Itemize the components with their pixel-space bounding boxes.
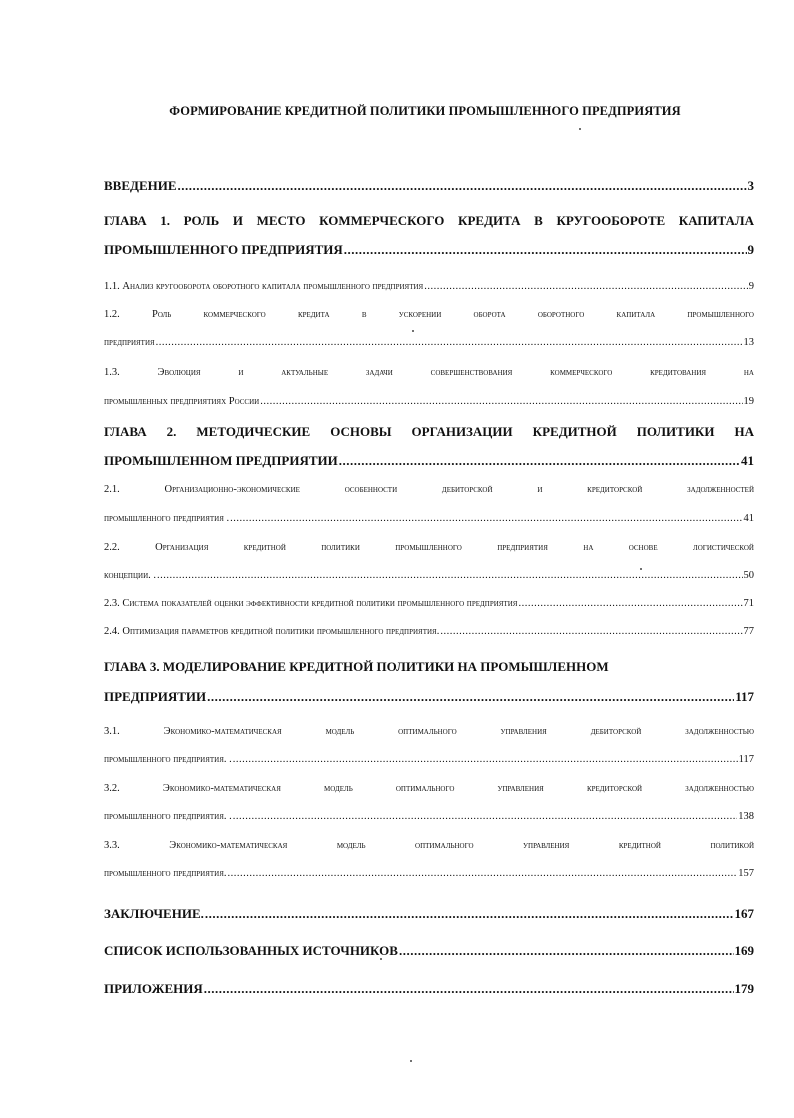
toc-entry-3-2: [104, 811, 754, 822]
toc-page-number: 3: [747, 178, 754, 193]
leader-dots: [518, 598, 742, 609]
leader-dots: [399, 943, 734, 959]
toc-entry-3-1-line1: 3.1. Экономико-математическая модель оптимального управления дебиторской задолженностью: [104, 726, 754, 737]
toc-label: ПРИЛОЖЕНИЯ: [104, 981, 203, 996]
toc-page-number: 138: [738, 811, 754, 822]
toc-entry-2-1: [104, 513, 754, 524]
toc-label: 2.3. Система показателей оценки эффективности кредитной политики промышленного предприятия: [104, 598, 518, 609]
toc-entry-3-3-line1: 3.3. Экономико-математическая модель оптимального управления кредитной политикой: [104, 840, 754, 851]
scan-speck: [640, 568, 642, 570]
toc-page-number: 117: [738, 754, 754, 765]
toc-page-number: 117: [735, 689, 754, 704]
leader-dots: [230, 513, 742, 524]
leader-dots: [228, 868, 738, 879]
toc-label: промышленного предприятия .: [104, 513, 230, 524]
toc-label: ЗАКЛЮЧЕНИЕ.: [104, 906, 204, 921]
chapter-3-heading-line1: [104, 659, 754, 675]
toc-label: промышленного предприятия. .: [104, 754, 232, 765]
chapter-2-heading-line1: ГЛАВА 2. МЕТОДИЧЕСКИЕ ОСНОВЫ ОРГАНИЗАЦИИ КРЕДИТНОЙ ПОЛИТИКИ НА: [104, 424, 754, 439]
toc-entry-sources: [104, 943, 754, 959]
toc-label: ВВЕДЕНИЕ: [104, 178, 177, 193]
toc-page-number: 157: [738, 868, 754, 879]
toc-page-number: 77: [743, 626, 754, 637]
leader-dots: [344, 242, 747, 258]
toc-page-number: 19: [743, 396, 754, 407]
leader-dots: [156, 337, 743, 348]
leader-dots: [440, 626, 742, 637]
toc-entry-3-3: [104, 868, 754, 879]
toc-entry-intro: [104, 178, 754, 194]
toc-entry-1-1: [104, 281, 754, 292]
leader-dots: [424, 281, 748, 292]
leader-dots: [207, 689, 734, 705]
leader-dots: [233, 754, 738, 765]
toc-label: СПИСОК ИСПОЛЬЗОВАННЫХ ИСТОЧНИКОВ: [104, 943, 398, 958]
toc-page-number: 9: [747, 242, 754, 257]
toc-page-number: 167: [734, 906, 754, 921]
toc-page-number: 41: [743, 513, 754, 524]
toc-entry-2-1-line1: 2.1. Организационно-экономические особенности дебиторской и кредиторской задолженностей: [104, 484, 754, 495]
leader-dots: [260, 396, 742, 407]
toc-label: концепции. .: [104, 570, 157, 581]
toc-page-number: 41: [741, 453, 754, 468]
leader-dots: [233, 811, 737, 822]
leader-dots: [339, 453, 740, 469]
toc-entry-appendix: [104, 981, 754, 997]
toc-entry-3-1: [104, 754, 754, 765]
toc-entry-1-2: [104, 337, 754, 348]
toc-entry-1-3: [104, 396, 754, 407]
toc-label: ПРОМЫШЛЕННОГО ПРЕДПРИЯТИЯ: [104, 242, 343, 257]
toc-entry-chapter-1: [104, 242, 754, 258]
toc-entry-3-2-line1: 3.2. Экономико-математическая модель оптимального управления кредиторской задолженностью: [104, 783, 754, 794]
toc-entry-2-3: [104, 598, 754, 609]
toc-label: 2.4. Оптимизация параметров кредитной политики промышленного предприятия.: [104, 626, 440, 637]
leader-dots: [178, 178, 747, 194]
toc-entry-conclusion: [104, 906, 754, 922]
leader-dots: [205, 906, 734, 922]
toc-entry-1-2-line1: 1.2. Роль коммерческого кредита в ускорении оборота оборотного капитала промышленного: [104, 309, 754, 320]
toc-label: ПРЕДПРИЯТИИ: [104, 689, 207, 704]
toc-page-number: 9: [748, 281, 754, 292]
toc-page-number: 13: [743, 337, 754, 348]
toc-entry-2-4: [104, 626, 754, 637]
toc-label: промышленных предприятиях России: [104, 396, 260, 407]
scan-speck: [380, 958, 382, 960]
toc-page-number: 71: [743, 598, 754, 609]
toc-page-number: 169: [734, 943, 754, 958]
document-title: ФОРМИРОВАНИЕ КРЕДИТНОЙ ПОЛИТИКИ ПРОМЫШЛЕННОГО ПРЕДПРИЯТИЯ: [169, 104, 681, 118]
toc-entry-chapter-3: [104, 689, 754, 705]
toc-entry-chapter-2: [104, 453, 754, 469]
leader-dots: [204, 981, 734, 997]
toc-page-number: 50: [743, 570, 754, 581]
leader-dots: [157, 570, 742, 581]
toc-entry-2-2: [104, 570, 754, 581]
toc-label: 1.1. Анализ кругооборота оборотного капитала промышленного предприятия: [104, 281, 424, 292]
scan-speck: [579, 128, 581, 130]
toc-label: предприятия: [104, 337, 155, 348]
toc-page-number: 179: [734, 981, 754, 996]
scan-speck: [412, 330, 414, 332]
toc-label: ПРОМЫШЛЕННОМ ПРЕДПРИЯТИИ: [104, 453, 338, 468]
toc-entry-1-3-line1: 1.3. Эволюция и актуальные задачи совершенствования коммерческого кредитования на: [104, 367, 754, 378]
chapter-1-heading-line1: ГЛАВА 1. РОЛЬ И МЕСТО КОММЕРЧЕСКОГО КРЕДИТА В КРУГООБОРОТЕ КАПИТАЛА: [104, 213, 754, 228]
toc-label: ГЛАВА 3. МОДЕЛИРОВАНИЕ КРЕДИТНОЙ ПОЛИТИКИ НА ПРОМЫШЛЕННОМ: [104, 659, 609, 674]
scan-speck: [410, 1060, 412, 1062]
toc-label: промышленного предприятия. .: [104, 811, 232, 822]
toc-label: промышленного предприятия.: [104, 868, 227, 879]
toc-entry-2-2-line1: 2.2. Организация кредитной политики промышленного предприятия на основе логистической: [104, 542, 754, 553]
